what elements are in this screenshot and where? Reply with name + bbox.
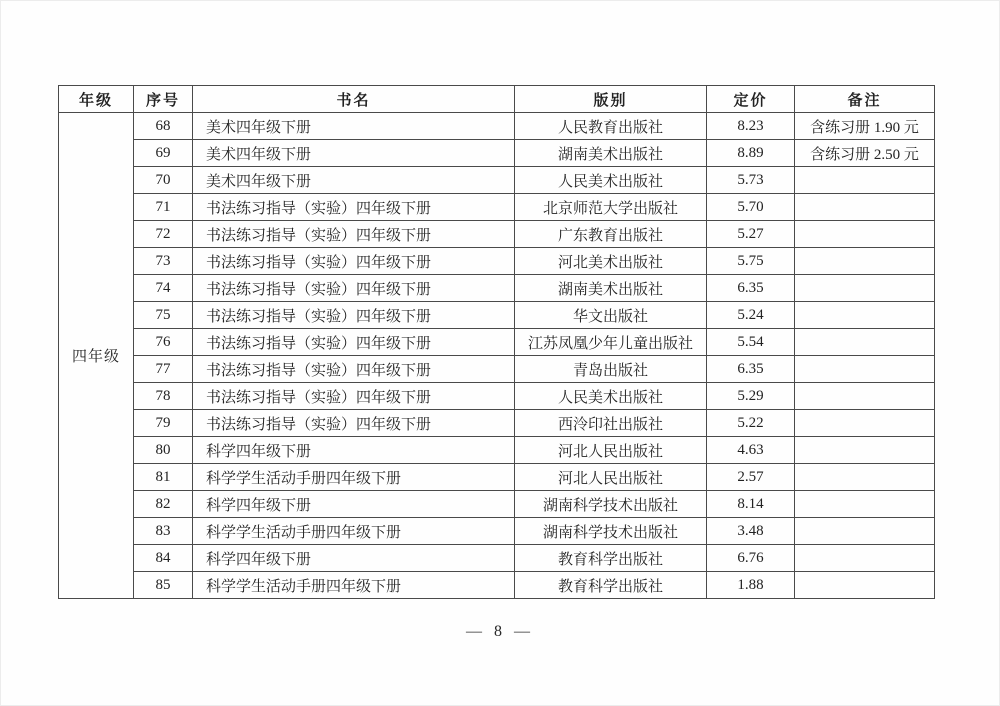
cell-serial: 75: [134, 302, 193, 329]
cell-publisher: 湖南美术出版社: [515, 140, 707, 167]
cell-title: 书法练习指导（实验）四年级下册: [193, 410, 515, 437]
booklist-table: [58, 85, 935, 599]
table-row: [59, 572, 935, 599]
cell-serial: 78: [134, 383, 193, 410]
cell-title: 书法练习指导（实验）四年级下册: [193, 356, 515, 383]
cell-price: 2.57: [707, 464, 795, 491]
cell-title: 书法练习指导（实验）四年级下册: [193, 275, 515, 302]
table-row: [59, 410, 935, 437]
cell-publisher: 华文出版社: [515, 302, 707, 329]
cell-price: 5.27: [707, 221, 795, 248]
cell-publisher: 湖南科学技术出版社: [515, 518, 707, 545]
cell-publisher: 江苏凤凰少年儿童出版社: [515, 329, 707, 356]
cell-remark: [795, 410, 935, 437]
cell-title: 书法练习指导（实验）四年级下册: [193, 248, 515, 275]
cell-remark: 含练习册 1.90 元: [795, 113, 935, 140]
cell-price: 5.24: [707, 302, 795, 329]
cell-title: 美术四年级下册: [193, 140, 515, 167]
cell-serial: 81: [134, 464, 193, 491]
cell-title: 书法练习指导（实验）四年级下册: [193, 329, 515, 356]
cell-serial: 72: [134, 221, 193, 248]
cell-title: 科学学生活动手册四年级下册: [193, 518, 515, 545]
cell-price: 5.70: [707, 194, 795, 221]
column-header-serial: 序号: [134, 86, 193, 113]
column-header-remark: 备注: [795, 86, 935, 113]
cell-price: 3.48: [707, 518, 795, 545]
cell-publisher: 湖南美术出版社: [515, 275, 707, 302]
table-row: [59, 113, 935, 140]
table-row: [59, 545, 935, 572]
column-header-grade: 年级: [59, 86, 134, 113]
table-row: [59, 140, 935, 167]
cell-title: 美术四年级下册: [193, 113, 515, 140]
cell-serial: 74: [134, 275, 193, 302]
cell-remark: [795, 545, 935, 572]
table-row: [59, 518, 935, 545]
table-row: [59, 491, 935, 518]
table-row: [59, 275, 935, 302]
cell-title: 美术四年级下册: [193, 167, 515, 194]
cell-price: 4.63: [707, 437, 795, 464]
cell-title: 书法练习指导（实验）四年级下册: [193, 194, 515, 221]
cell-price: 8.14: [707, 491, 795, 518]
cell-grade: 四年级: [59, 113, 134, 599]
cell-price: 5.29: [707, 383, 795, 410]
cell-serial: 85: [134, 572, 193, 599]
cell-publisher: 河北人民出版社: [515, 437, 707, 464]
cell-publisher: 人民教育出版社: [515, 113, 707, 140]
cell-price: 8.89: [707, 140, 795, 167]
cell-serial: 82: [134, 491, 193, 518]
cell-title: 科学四年级下册: [193, 545, 515, 572]
cell-price: 5.22: [707, 410, 795, 437]
cell-price: 6.35: [707, 275, 795, 302]
cell-remark: [795, 248, 935, 275]
cell-serial: 76: [134, 329, 193, 356]
table-row: [59, 329, 935, 356]
cell-remark: [795, 491, 935, 518]
cell-remark: [795, 437, 935, 464]
cell-publisher: 北京师范大学出版社: [515, 194, 707, 221]
cell-publisher: 西泠印社出版社: [515, 410, 707, 437]
cell-price: 1.88: [707, 572, 795, 599]
table-row: [59, 437, 935, 464]
cell-publisher: 人民美术出版社: [515, 167, 707, 194]
cell-serial: 69: [134, 140, 193, 167]
page-number: — 8 —: [466, 623, 534, 640]
column-header-price: 定价: [707, 86, 795, 113]
cell-serial: 70: [134, 167, 193, 194]
cell-remark: [795, 464, 935, 491]
cell-serial: 79: [134, 410, 193, 437]
table-row: [59, 356, 935, 383]
cell-price: 6.35: [707, 356, 795, 383]
cell-remark: [795, 167, 935, 194]
cell-remark: [795, 194, 935, 221]
cell-publisher: 教育科学出版社: [515, 545, 707, 572]
cell-price: 5.73: [707, 167, 795, 194]
cell-remark: [795, 518, 935, 545]
table-row: [59, 464, 935, 491]
cell-publisher: 人民美术出版社: [515, 383, 707, 410]
cell-title: 科学学生活动手册四年级下册: [193, 572, 515, 599]
cell-remark: [795, 275, 935, 302]
cell-title: 书法练习指导（实验）四年级下册: [193, 221, 515, 248]
cell-title: 书法练习指导（实验）四年级下册: [193, 383, 515, 410]
cell-price: 5.54: [707, 329, 795, 356]
table-row: [59, 194, 935, 221]
cell-title: 科学学生活动手册四年级下册: [193, 464, 515, 491]
cell-serial: 80: [134, 437, 193, 464]
column-header-title: 书名: [193, 86, 515, 113]
cell-remark: [795, 383, 935, 410]
cell-serial: 83: [134, 518, 193, 545]
table-row: [59, 302, 935, 329]
table-body: [59, 113, 935, 599]
cell-publisher: 青岛出版社: [515, 356, 707, 383]
cell-price: 5.75: [707, 248, 795, 275]
cell-title: 科学四年级下册: [193, 491, 515, 518]
cell-remark: [795, 221, 935, 248]
table-row: [59, 221, 935, 248]
cell-price: 8.23: [707, 113, 795, 140]
cell-title: 科学四年级下册: [193, 437, 515, 464]
cell-remark: [795, 572, 935, 599]
cell-publisher: 教育科学出版社: [515, 572, 707, 599]
table-row: [59, 167, 935, 194]
table-row: [59, 383, 935, 410]
cell-publisher: 湖南科学技术出版社: [515, 491, 707, 518]
cell-remark: 含练习册 2.50 元: [795, 140, 935, 167]
cell-remark: [795, 302, 935, 329]
cell-publisher: 广东教育出版社: [515, 221, 707, 248]
column-header-publisher: 版别: [515, 86, 707, 113]
cell-remark: [795, 329, 935, 356]
cell-remark: [795, 356, 935, 383]
table-row: [59, 248, 935, 275]
cell-serial: 71: [134, 194, 193, 221]
cell-serial: 68: [134, 113, 193, 140]
cell-title: 书法练习指导（实验）四年级下册: [193, 302, 515, 329]
table-header-row: [59, 86, 935, 113]
cell-publisher: 河北人民出版社: [515, 464, 707, 491]
cell-publisher: 河北美术出版社: [515, 248, 707, 275]
cell-serial: 73: [134, 248, 193, 275]
cell-serial: 84: [134, 545, 193, 572]
cell-price: 6.76: [707, 545, 795, 572]
cell-serial: 77: [134, 356, 193, 383]
